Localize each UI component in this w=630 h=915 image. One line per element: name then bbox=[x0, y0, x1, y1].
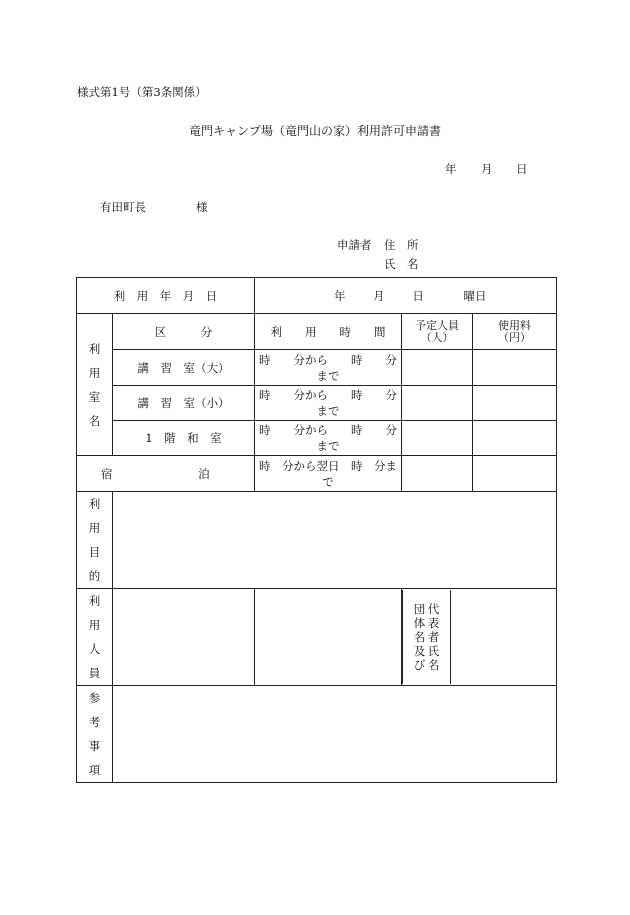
usage-day-label: 日 bbox=[412, 288, 424, 303]
room-name-small-lecture: 講 習 室（小） bbox=[113, 386, 255, 421]
time-header: 利 用 時 間 bbox=[255, 314, 402, 350]
room-time-large-lecture[interactable]: 時 分から 時 分まで bbox=[255, 350, 402, 386]
usage-weekday-label: 曜日 bbox=[463, 288, 487, 303]
addressee: 有田町長 bbox=[100, 200, 146, 214]
usage-date-label: 利 用 年 月 日 bbox=[77, 278, 255, 314]
people-header: 予定人員 （人） bbox=[402, 314, 473, 350]
room-time-small-lecture[interactable]: 時 分から 時 分まで bbox=[255, 386, 402, 421]
room-time-japanese-room[interactable]: 時 分から 時 分まで bbox=[255, 421, 402, 456]
people-input-small-lecture[interactable] bbox=[402, 386, 473, 421]
fee-input-japanese-room[interactable] bbox=[473, 421, 557, 456]
stay-fee-input[interactable] bbox=[473, 456, 557, 492]
purpose-label: 利用目的 bbox=[77, 492, 113, 589]
group-input[interactable] bbox=[451, 590, 557, 684]
usage-date-field[interactable] bbox=[255, 278, 557, 314]
form-title: 竜門キャンプ場（竜門山の家）利用許可申請書 bbox=[188, 124, 441, 138]
date-month-label: 月 bbox=[481, 162, 493, 176]
users-input[interactable] bbox=[113, 589, 255, 686]
name-label: 氏 名 bbox=[384, 257, 419, 271]
date-day-label: 日 bbox=[516, 162, 528, 176]
stay-people-input[interactable] bbox=[402, 456, 473, 492]
group-subtable bbox=[402, 590, 556, 684]
date-year-label: 年 bbox=[445, 162, 457, 176]
fee-input-large-lecture[interactable] bbox=[473, 350, 557, 386]
notes-label: 参考事項 bbox=[77, 686, 113, 783]
fee-header: 使用料 （円） bbox=[473, 314, 557, 350]
stay-time[interactable]: 時 分から翌日 時 分まで bbox=[255, 456, 402, 492]
group-label: 団体名及び代表者氏名 bbox=[403, 590, 451, 684]
category-header: 区 分 bbox=[113, 314, 255, 350]
usage-year-label: 年 bbox=[334, 288, 346, 303]
usage-month-label: 月 bbox=[373, 288, 385, 303]
room-section-label: 利用室名 bbox=[77, 314, 113, 456]
room-name-japanese-room: 1 階 和 室 bbox=[113, 421, 255, 456]
notes-input[interactable] bbox=[113, 686, 557, 783]
room-name-large-lecture: 講 習 室（大） bbox=[113, 350, 255, 386]
honorific: 様 bbox=[196, 200, 208, 214]
address-label: 住 所 bbox=[384, 238, 419, 252]
applicant-label: 申請者 bbox=[337, 238, 372, 252]
people-input-japanese-room[interactable] bbox=[402, 421, 473, 456]
users-label: 利用人員 bbox=[77, 589, 113, 686]
form-number: 様式第1号（第3条関係） bbox=[77, 85, 207, 99]
application-table bbox=[76, 277, 557, 783]
purpose-input[interactable] bbox=[113, 492, 557, 589]
people-input-large-lecture[interactable] bbox=[402, 350, 473, 386]
fee-input-small-lecture[interactable] bbox=[473, 386, 557, 421]
stay-label: 宿 泊 bbox=[77, 456, 255, 492]
